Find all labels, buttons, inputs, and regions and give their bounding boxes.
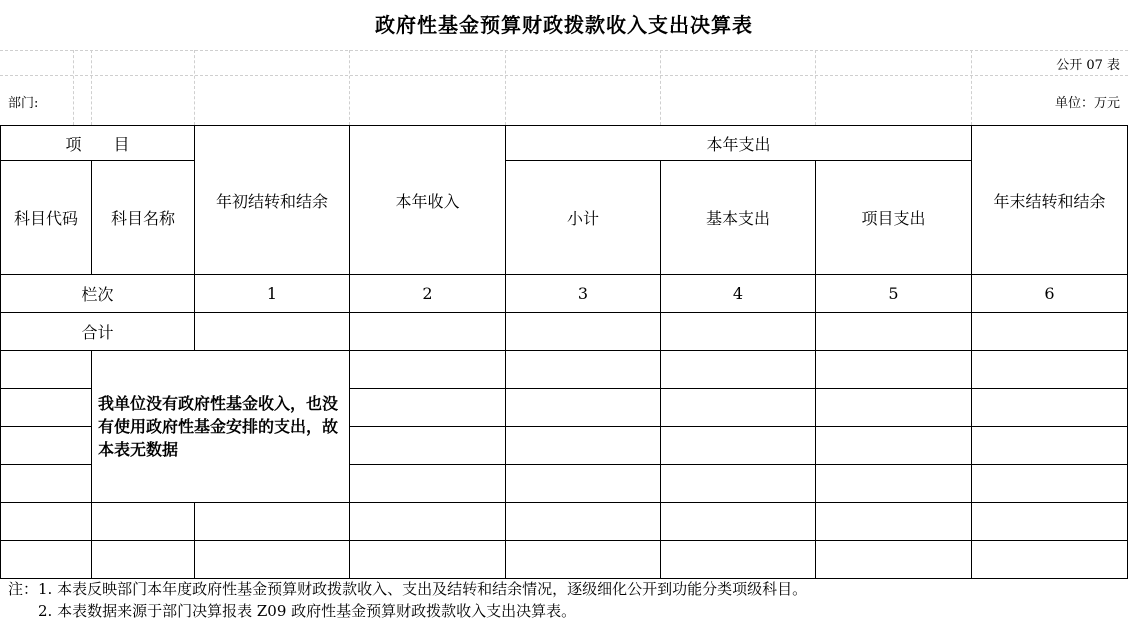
table-cell [972,351,1128,389]
table-cell [661,389,816,427]
table-cell [506,313,661,351]
table-cell [350,541,506,579]
row-index-cell: 4 [661,275,816,313]
header-subject-name: 科目名称 [92,161,195,275]
table-cell [92,503,195,541]
table-cell [661,351,816,389]
header-basic-expense: 基本支出 [661,161,816,275]
grid-line [0,75,1128,76]
header-project-expense: 项目支出 [816,161,972,275]
table-cell [816,541,972,579]
table-cell [506,465,661,503]
table-cell [1,427,92,465]
header-item: 项 目 [1,126,195,161]
table-cell [972,541,1128,579]
form-code: 公开 07 表 [1056,58,1120,73]
row-index-cell: 1 [195,275,350,313]
table-cell [816,465,972,503]
table-cell [816,427,972,465]
table-cell [661,503,816,541]
grid-line [0,50,1128,51]
grid-line [660,50,661,125]
header-subject-code: 科目代码 [1,161,92,275]
table-row [1,275,1128,313]
table-row [1,503,1128,541]
row-index-cell: 2 [350,275,506,313]
grid-line [91,50,92,125]
table-cell [661,465,816,503]
table-cell [816,351,972,389]
table-cell [972,427,1128,465]
table-cell [1,351,92,389]
table-cell [350,389,506,427]
table-cell [1,465,92,503]
table-cell [350,503,506,541]
table-cell [1,503,92,541]
table-cell [1,541,92,579]
budget-table [0,125,1128,579]
table-cell [506,541,661,579]
table-cell [972,313,1128,351]
grid-line [349,50,350,125]
row-index-cell: 6 [972,275,1128,313]
table-cell [506,503,661,541]
row-index-label: 栏次 [1,275,195,313]
table-cell [816,503,972,541]
total-label: 合计 [1,313,195,351]
header-expense: 本年支出 [506,126,972,161]
no-data-note: 我单位没有政府性基金收入，也没有使用政府性基金安排的支出，故本表无数据 [92,351,350,503]
table-cell [506,389,661,427]
table-cell [816,313,972,351]
table-row [1,541,1128,579]
footnote-1: 注：1. 本表反映部门本年度政府性基金预算财政拨款收入、支出及结转和结余情况，逐级细化公开到功能分类项级科目。 [8,580,808,598]
table-cell [195,541,350,579]
unit-label: 单位：万元 [1054,96,1120,111]
grid-line [505,50,506,125]
table-cell [972,389,1128,427]
footnote-2: 2. 本表数据来源于部门决算报表 Z09 政府性基金预算财政拨款收入支出决算表。 [8,602,577,620]
table-cell [972,503,1128,541]
footnotes [8,578,807,622]
grid-line [194,50,195,125]
table-cell [1,389,92,427]
table-cell [350,465,506,503]
row-index-cell: 3 [506,275,661,313]
table-cell [350,351,506,389]
page-title: 政府性基金预算财政拨款收入支出决算表 [375,13,753,37]
table-cell [506,351,661,389]
row-index-cell: 5 [816,275,972,313]
table-row [1,313,1128,351]
table-cell [816,389,972,427]
table-cell [350,313,506,351]
grid-line [73,50,74,125]
header-begin-balance: 年初结转和结余 [195,126,350,275]
table-cell [195,503,350,541]
table-cell [350,427,506,465]
grid-line [971,50,972,125]
table-cell [661,541,816,579]
grid-line [815,50,816,125]
table-cell [661,313,816,351]
header-subtotal: 小计 [506,161,661,275]
table-cell [661,427,816,465]
header-income: 本年收入 [350,126,506,275]
table-cell [506,427,661,465]
table-cell [972,465,1128,503]
table-cell [195,313,350,351]
header-end-balance: 年末结转和结余 [972,126,1128,275]
table-row [1,351,1128,389]
table-cell [92,541,195,579]
department-label: 部门: [8,96,39,111]
